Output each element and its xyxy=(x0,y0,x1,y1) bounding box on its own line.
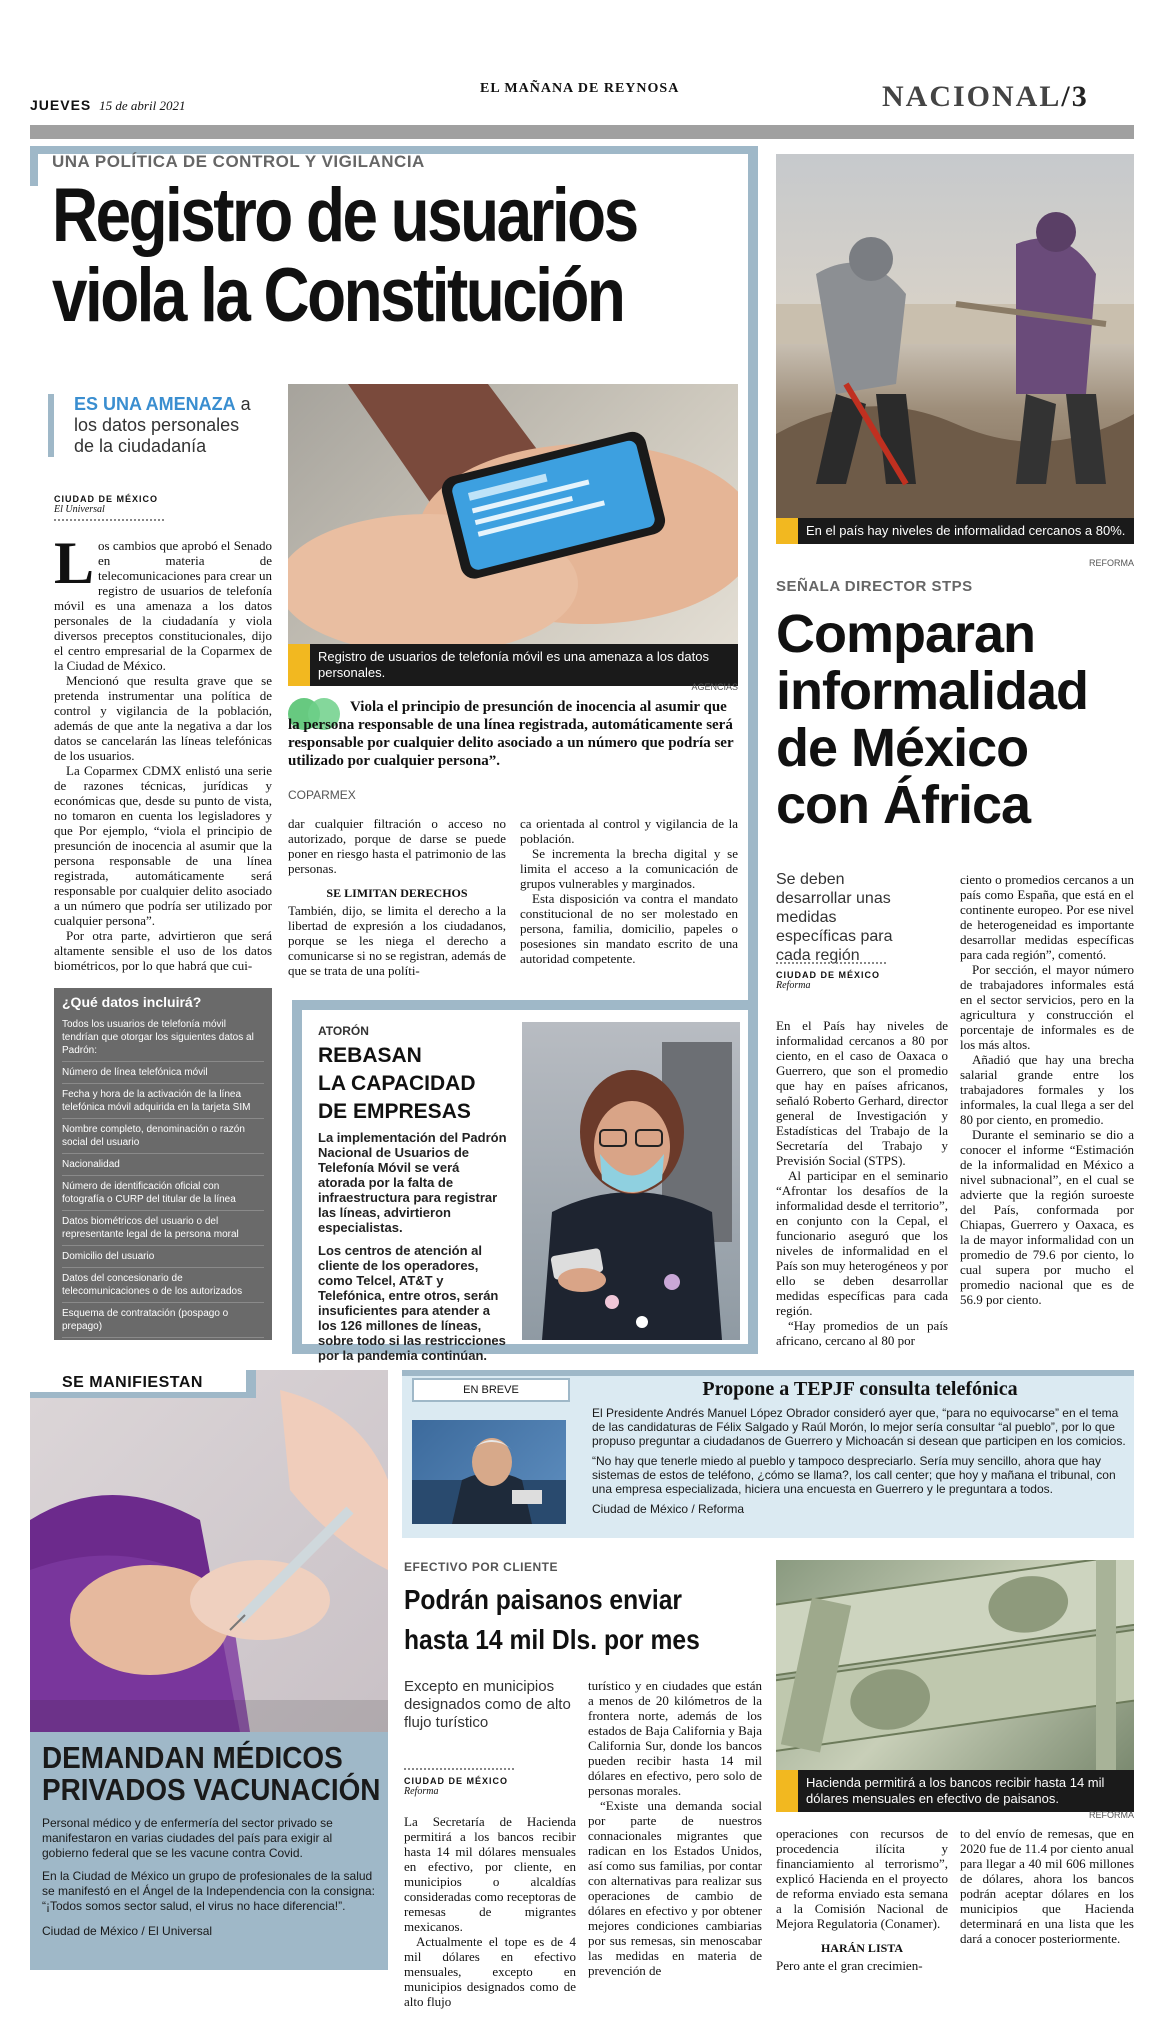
main-dropcap: L xyxy=(54,538,95,596)
atoron-title xyxy=(318,1042,508,1126)
remesas-col3-p1: operaciones con recursos de procedencia ilícita y financiamiento al terrorismo”, explicó Hacienda en el proyecto de reforma enviado esta semana a la Comisión Nacional de Mejora Regulatoria (Conamer). xyxy=(776,1826,948,1931)
main-col1-p1: os cambios que aprobó el Senado en materia de telecomunicaciones para crear un registro de usuarios de telefonía móvil es una amenaza a los datos personales de la ciudadanía y viola diversos preceptos constitucionales, dijo el centro empresarial de la Coparmex de la Ciudad de México. xyxy=(54,538,272,673)
main-col2 xyxy=(288,816,506,978)
sidebar-item: Nombre completo, denominación o razón social del usuario xyxy=(62,1119,264,1154)
deck-rest: a los datos personales de la ciudadanía xyxy=(74,394,251,456)
informal-dateline-rule xyxy=(776,962,886,966)
remesas-col2-p2: “Existe una demanda social por parte de nuestros connacionales migrantes que radican en los Estados Unidos, así como sus familias, por contar con alternativas para realizar sus operaciones de cambio de dólares en efectivo y por obtener mejores condiciones cambiarias por sus remesas, sin menoscabar las medidas en materia de prevención de xyxy=(588,1798,762,1978)
main-dateline-rule xyxy=(54,519,164,523)
header-day: JUEVES xyxy=(30,97,92,113)
informal-dateline: CIUDAD DE MÉXICO xyxy=(776,970,881,980)
main-kicker: UNA POLÍTICA DE CONTROL Y VIGILANCIA xyxy=(52,152,425,171)
main-col3 xyxy=(520,816,738,966)
main-col2-p1: dar cualquier filtración o acceso no autorizado, porque de darse se puede poner en riesgo hasta el patrimonio de las personas. xyxy=(288,816,506,876)
deck-highlight: ES UNA AMENAZA xyxy=(74,394,236,414)
main-col1-p2: Mencionó que resulta grave que se pretenda instrumentar una política de control y vigilancia de la población, además de que ante la negativa a dar los datos se cancelarán las líneas telefónicas de los usuarios. xyxy=(54,673,272,763)
informal-col1-p1: En el País hay niveles de informalidad cercanos a 80 por ciento, en el caso de Oaxaca o Guerrero, que son el promedio que hay en países africanos, señaló Roberto Gerhard, director general de Investigación y Estadísticas del Trabajo de la Secretaría del Trabajo y Previsión Social (STPS). xyxy=(776,1018,948,1168)
informal-col1-p2: Al participar en el seminario “Afrontar los desafíos de la informalidad desde el territorio”, en conjunto con la Cepal, el funcionario aseguró que los niveles de informalidad en el País son muy heterogéneos y por ello se deben desarrollar medidas específicas para cada región. xyxy=(776,1168,948,1318)
remesas-kicker: EFECTIVO POR CLIENTE xyxy=(404,1560,559,1574)
sidebar-item: Todos los usuarios de telefonía móvil tendrían que otorgar los siguientes datos al Padrón: xyxy=(62,1016,264,1062)
header-date xyxy=(30,97,185,114)
sidebar-item: Fecha y hora de la activación de la línea telefónica móvil adquirida en la tarjeta SIM xyxy=(62,1084,264,1119)
remesas-col1-p2: Actualmente el tope es de 4 mil dólares en efectivo mensuales, excepto en municipios designados como de alto flujo xyxy=(404,1934,576,2009)
atoron-p2: Los centros de atención al cliente de los operadores, como Telcel, AT&T y Telefónica, entre otros, serán insuficientes para atender a los 126 millones de líneas, sobre todo si las restricciones por la pandemia continúan. xyxy=(318,1243,506,1363)
main-col3-p2: Se incrementa la brecha digital y se limita el acceso a la comunicación de grupos vulnerables y marginados. xyxy=(520,846,738,891)
atoron-title-1: REBASAN xyxy=(318,1044,422,1067)
sidebar-title: ¿Qué datos incluirá? xyxy=(62,994,202,1010)
remesas-col3 xyxy=(776,1826,948,1973)
remesas-col1 xyxy=(404,1814,576,2009)
dollars-photo xyxy=(776,1560,1134,1770)
brief-title: Propone a TEPJF consulta telefónica xyxy=(702,1378,1018,1400)
main-byline: El Universal xyxy=(54,504,105,515)
brief-text xyxy=(592,1406,1128,1516)
sidebar-item: Nacionalidad xyxy=(62,1154,264,1176)
vaccine-illustration xyxy=(30,1370,388,1732)
brief-source: Ciudad de México / Reforma xyxy=(592,1502,745,1516)
remesas-col2-p1: turístico y en ciudades que están a menos de 20 kilómetros de la frontera norte, además de los estados de Baja California y Baja California Sur, donde los bancos pueden recibir hasta 14 mil dólares en efectivo, pero solo de personas morales. xyxy=(588,1678,762,1798)
header-date-text: 15 de abril 2021 xyxy=(99,98,186,113)
remesas-headline xyxy=(404,1580,764,1660)
vaccine-title xyxy=(42,1742,382,1806)
sidebar-item: Número de línea telefónica móvil xyxy=(62,1062,264,1084)
atoron-p1: La implementación del Padrón Nacional de Usuarios de Telefonía Móvil se verá atorada por la falta de infraestructura para registrar las líneas, advirtieron especialistas. xyxy=(318,1130,507,1235)
header-rule xyxy=(30,125,1134,139)
main-dateline: CIUDAD DE MÉXICO xyxy=(54,494,159,504)
phone-hands-illustration xyxy=(288,384,738,644)
informal-kicker: SEÑALA DIRECTOR STPS xyxy=(776,578,973,595)
phone-photo-caption: Registro de usuarios de telefonía móvil es una amenaza a los datos personales. xyxy=(288,644,738,686)
section-name: NACIONAL xyxy=(882,80,1062,113)
workers-photo-caption: En el país hay niveles de informalidad cercanos a 80%. xyxy=(776,518,1134,544)
brief-label: EN BREVE xyxy=(412,1378,570,1402)
amlo-photo xyxy=(412,1420,566,1524)
informal-col2-p1: ciento o promedios cercanos a un país como España, que está en el continente europeo. Por ese nivel de heterogeneidad es importante desarrollar medidas específicas para cada región”, comentó. xyxy=(960,872,1134,962)
phone-photo-credit: AGENCIAS xyxy=(691,682,738,692)
atoron-title-3: DE EMPRESAS xyxy=(318,1100,471,1123)
amlo-illustration xyxy=(412,1420,566,1524)
informal-col2-p2: Por sección, el mayor número de trabajadores informales está en el sector servicios, pero en la agricultura y construcción el porcentaje de informales es de los más altos. xyxy=(960,962,1134,1052)
main-col1-p4: Por otra parte, advirtieron que será altamente sensible el uso de los datos biométricos, por lo que habrá que cui- xyxy=(54,928,272,973)
sidebar-source: Reforma xyxy=(62,1343,101,1354)
brief-p1: El Presidente Andrés Manuel López Obrador consideró ayer que, “para no equivocarse” en el tema de las candidaturas de Félix Salgado y Raúl Morón, lo mejor sería consultar “al pueblo”, por lo que propuso preguntar a ciudadanos de Guerrero y Michoacán si desean que participen en los comicios. xyxy=(592,1406,1126,1448)
workers-photo-credit: REFORMA xyxy=(1089,558,1134,568)
informal-dateline-block xyxy=(776,962,916,991)
sidebar-item: Número de identificación oficial con fotografía o CURP del titular de la línea xyxy=(62,1176,264,1211)
brief-p2: “No hay que tenerle miedo al pueblo y tampoco despreciarlo. Sería muy sencillo, ahora que hay sistemas de estos de teléfono, ¿cómo se llama?, los call center; que hoy y mañana el tribunal, con una empresa especializada, hiciera una encuesta en Guerrero y le preguntara a todos. xyxy=(592,1454,1116,1496)
informal-col2-p3: Añadió que hay una brecha salarial grande entre los trabajadores formales y los informales, la cual llega a ser del 80 por ciento, en promedio. xyxy=(960,1052,1134,1127)
informal-headline-3: de México xyxy=(776,718,1029,778)
main-col2-p2: También, dijo, se limita el derecho a la libertad de expresión a los ciudadanos, porque se les niega el derecho a comunicarse si no se registran, además de que se trata de una políti- xyxy=(288,903,506,978)
main-col3-p1: ca orientada al control y vigilancia de la población. xyxy=(520,816,738,846)
remesas-byline: Reforma xyxy=(404,1786,439,1797)
sidebar-item: Datos del concesionario de telecomunicaciones o de los autorizados xyxy=(62,1268,264,1303)
paper-name: EL MAÑANA DE REYNOSA xyxy=(480,81,680,96)
page-number: /3 xyxy=(1061,80,1089,113)
informal-col1 xyxy=(776,1018,948,1348)
remesas-deck: Excepto en municipios designados como de alto flujo turístico xyxy=(404,1678,571,1731)
vaccine-title-1: DEMANDAN MÉDICOS xyxy=(42,1740,343,1775)
main-col1-p3: La Coparmex CDMX enlistó una serie de razones técnicas, jurídicas y económicas que, desde su punto de vista, no tomaron en cuenta los legisladores y que Por ejemplo, “viola el principio de presunción de inocencia al asumir que la persona responsable de una línea registrada, automáticamente será responsable por cualquier delito asociado a un número que podría ser utilizado por cualquier persona”. xyxy=(54,763,272,928)
remesas-dateline-rule xyxy=(404,1768,514,1772)
pull-quote-source: COPARMEX xyxy=(288,788,356,802)
atoron-kicker: ATORÓN xyxy=(318,1024,369,1038)
informal-col2-p4: Durante el seminario se dio a conocer el informe “Estimación de la informalidad en México a nivel subnacional”, en el cual se advierte que la región suroeste del País, conformada por Chiapas, Guerrero y Oaxaca, es la de mayor informalidad con un promedio de 79.6 por ciento, lo cual supera por mucho el promedio nacional que es de 56.9 por ciento. xyxy=(960,1127,1134,1307)
section-title xyxy=(882,80,1089,114)
main-subhead: SE LIMITAN DERECHOS xyxy=(326,886,468,900)
informal-deck: Se deben desarrollar unas medidas específicas para cada región xyxy=(776,871,893,964)
main-headline xyxy=(52,173,752,338)
remesas-col3-p2: Pero ante el gran crecimien- xyxy=(776,1958,923,1973)
vaccine-label-box xyxy=(30,1370,256,1398)
sidebar-list xyxy=(62,1016,264,1359)
remesas-col4-p1: to del envío de remesas, que en 2020 fue de 11.4 por ciento anual para llegar a 40 mil 606 millones de dólares, ahora los bancos podrán aceptar dólares en los municipios que Hacienda determinará en una lista que les dará a conocer posteriormente. xyxy=(960,1826,1134,1946)
main-col3-p3: Esta disposición va contra el mandato constitucional de no ser molestado en persona, familia, domicilio, papeles o posesiones sin mandato escrito de una autoridad competente. xyxy=(520,891,738,966)
sidebar-item: Esquema de contratación (pospago o prepago) xyxy=(62,1303,264,1338)
main-headline-line1: Registro de usuarios xyxy=(52,173,637,258)
vaccine-p1: Personal médico y de enfermería del sector privado se manifestaron en varias ciudades del país para exigir al gobierno federal que se les vacune contra Covid. xyxy=(42,1816,333,1860)
pull-quote: Viola el principio de presunción de inocencia al asumir que la persona responsable de una línea registrada, automáticamente será responsable por cualquier delito asociado a un número que podría ser utilizado por cualquier persona”. xyxy=(288,699,734,769)
workers-illustration xyxy=(776,154,1134,518)
main-dateline-block xyxy=(54,494,284,523)
vaccine-text xyxy=(42,1816,378,1939)
dollars-illustration xyxy=(776,1560,1134,1770)
main-frame-left xyxy=(30,146,38,186)
main-deck xyxy=(48,394,258,457)
remesas-subhead: HARÁN LISTA xyxy=(820,1941,904,1955)
vaccine-source: Ciudad de México / El Universal xyxy=(42,1924,213,1938)
atoron-text xyxy=(318,1024,508,1363)
vaccine-label: SE MANIFIESTAN xyxy=(62,1374,203,1391)
main-col1 xyxy=(54,538,272,978)
vaccine-title-2: PRIVADOS VACUNACIÓN xyxy=(42,1772,381,1807)
informal-headline-4: con África xyxy=(776,775,1031,835)
informal-headline-1: Comparan xyxy=(776,604,1036,664)
remesas-dateline-block xyxy=(404,1768,574,1797)
informal-headline xyxy=(776,606,1136,834)
informal-col1-p3: “Hay promedios de un país africano, cercano al 80 por xyxy=(776,1318,948,1348)
atoron-title-2: LA CAPACIDAD xyxy=(318,1072,476,1095)
remesas-col4 xyxy=(960,1826,1134,1946)
dollars-photo-caption: Hacienda permitirá a los bancos recibir hasta 14 mil dólares mensuales en efectivo de paisanos. xyxy=(776,1770,1134,1812)
remesas-dateline: CIUDAD DE MÉXICO xyxy=(404,1776,509,1786)
informal-byline: Reforma xyxy=(776,980,811,991)
workers-photo xyxy=(776,154,1134,518)
remesas-col1-p1: La Secretaría de Hacienda permitirá a los bancos recibir hasta 14 mil dólares mensuales en efectivo, por cliente, en municipios o alcaldías consideradas como receptoras de remesas de migrantes mexicanos. xyxy=(404,1814,576,1934)
vaccine-p2: En la Ciudad de México un grupo de profesionales de la salud se manifestó en el Ángel de la Independencia con la consigna: “¡Todos somos sector salud, el virus no hace diferencia!”. xyxy=(42,1869,375,1913)
woman-phone-photo xyxy=(522,1022,740,1340)
data-sidebar xyxy=(54,988,272,1354)
remesas-headline-1: Podrán paisanos enviar xyxy=(404,1584,682,1615)
main-headline-line2: viola la Constitución xyxy=(52,253,624,338)
phone-photo xyxy=(288,384,738,644)
sidebar-item: Datos biométricos del usuario o del representante legal de la persona moral xyxy=(62,1211,264,1246)
remesas-headline-2: hasta 14 mil Dls. por mes xyxy=(404,1624,700,1655)
informal-col2 xyxy=(960,872,1134,1307)
woman-illustration xyxy=(522,1022,740,1340)
vaccine-photo xyxy=(30,1370,388,1732)
dollars-photo-credit: REFORMA xyxy=(1089,1810,1134,1820)
remesas-col2 xyxy=(588,1678,762,1978)
informal-headline-2: informalidad xyxy=(776,661,1089,721)
sidebar-item: Domicilio del usuario xyxy=(62,1246,264,1268)
